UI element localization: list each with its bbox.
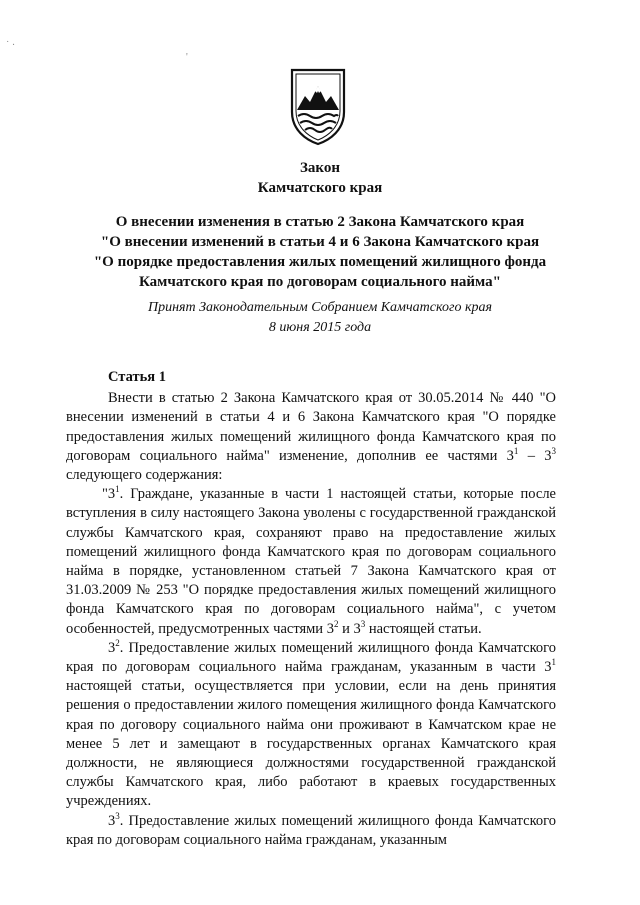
superscript: 2 bbox=[333, 618, 339, 629]
article-body bbox=[66, 368, 556, 850]
part-number: 3 bbox=[108, 639, 116, 656]
scan-mark: ' bbox=[186, 52, 188, 63]
adoption-date: 8 июня 2015 года bbox=[268, 320, 372, 335]
scan-mark: ˙ · bbox=[6, 40, 16, 51]
superscript: 3 bbox=[551, 445, 556, 456]
part-number: 3 bbox=[108, 812, 116, 829]
part-3-3-paragraph bbox=[66, 812, 556, 850]
law-title bbox=[40, 158, 600, 198]
part-text: настоящей статьи, осуществляется при условии, если на день принятия решения о предоставлении жилого помещения жилищного фонда Камчатского края по договору социального найма они проживают в Камчатском крае не менее 5 лет и замещают в государственных органах Камчатского края должности, не являющиеся должностями государственной гражданской службы Камчатского края, либо работают в краевых государственных учреждениях. bbox=[66, 678, 556, 810]
superscript: 1 bbox=[115, 484, 120, 495]
part-text: . Предоставление жилых помещений жилищного фонда Камчатского края по договорам социального найма гражданам, указанным в части 3 bbox=[66, 639, 556, 676]
superscript: 1 bbox=[513, 445, 519, 456]
superscript: 3 bbox=[360, 618, 366, 629]
subject-line: Камчатского края по договорам социального найма" bbox=[139, 274, 501, 290]
intro-text: – 3 bbox=[518, 447, 552, 464]
title-line: Закон bbox=[299, 160, 340, 176]
adoption-note bbox=[40, 298, 600, 338]
part-text: и 3 bbox=[338, 620, 361, 637]
part-text: настоящей статьи. bbox=[365, 620, 482, 637]
subject-line: "О внесении изменений в статьи 4 и 6 Закона Камчатского края bbox=[100, 234, 540, 250]
kamchatka-coat-of-arms-icon bbox=[288, 66, 348, 146]
part-text: . Граждане, указанные в части 1 настоящей статьи, которые после вступления в силу настоящего Закона уволены с государственной гражданской службы Камчатского края, сохраняют право на предоставление жилых помещений жилищного фонда Камчатского края по договорам социального найма в порядке, установленном статьей 7 Закона Камчатского края от 31.03.2009 № 253 "О порядке предоставления жилых помещений жилищного фонда Камчатского края по договорам социального найма", с учетом особенностей, предусмотренных частями 3 bbox=[66, 486, 556, 637]
superscript: 1 bbox=[551, 657, 556, 668]
superscript: 2 bbox=[115, 637, 120, 648]
title-line: Камчатского края bbox=[257, 180, 383, 196]
part-number: "3 bbox=[102, 486, 116, 503]
part-text: . Предоставление жилых помещений жилищного фонда Камчатского края по договорам социального найма гражданам, указанным bbox=[66, 812, 556, 848]
subject-line: "О порядке предоставления жилых помещений жилищного фонда bbox=[93, 254, 547, 270]
article-title: Статья 1 bbox=[108, 369, 166, 385]
subject-line: О внесении изменения в статью 2 Закона Камчатского края bbox=[115, 214, 525, 230]
article-intro-paragraph bbox=[66, 389, 556, 485]
law-subject bbox=[40, 212, 600, 292]
adoption-line: Принят Законодательным Собранием Камчатского края bbox=[147, 300, 493, 315]
superscript: 3 bbox=[115, 810, 120, 821]
intro-text: Внести в статью 2 Закона Камчатского края от 30.05.2014 № 440 "О внесении изменений в статьи 4 и 6 Закона Камчатского края "О порядке предоставления жилых помещений жилищного фонда Камчатского края по договорам социального найма" изменение, дополнив ее частями 3 bbox=[66, 390, 556, 464]
intro-text: следующего содержания: bbox=[66, 467, 223, 484]
part-3-2-paragraph bbox=[66, 639, 556, 812]
part-3-1-paragraph bbox=[66, 485, 556, 639]
